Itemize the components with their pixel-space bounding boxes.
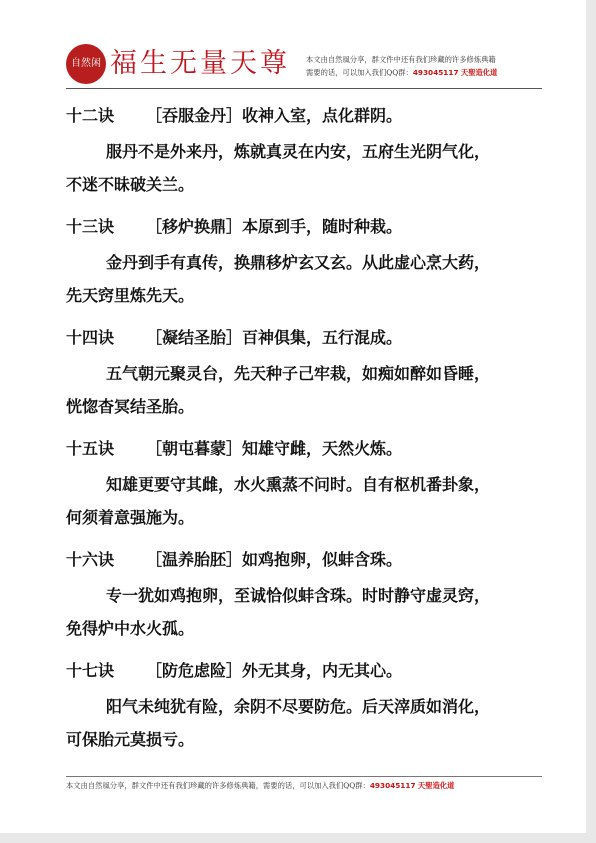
header-note-qq (306, 67, 546, 79)
section-title: ［吞服金丹］收神入室，点化群阴。 (146, 106, 403, 125)
section-heading (66, 105, 542, 127)
section-title: ［凝结圣胎］百神俱集，五行混成。 (146, 328, 403, 347)
poem-line: 阳气未纯犹有险，余阴不尽要防危。后天滓质如消化， (106, 697, 491, 716)
footer-text: 本文由自然風分享，群文件中还有我们珍藏的许多修炼典籍，需要的话，可以加入我们QQ群： (66, 781, 370, 790)
page-header (66, 36, 542, 86)
section-title: ［移炉换鼎］本原到手，随时种栽。 (146, 217, 403, 236)
poem-line: 先天窍里炼先天。 (66, 286, 195, 305)
poem-line: 专一犹如鸡抱卵，至诚恰似蚌含珠。时时静守虚灵窍， (106, 586, 491, 605)
page-edge-shadow (586, 0, 596, 843)
section-title: ［温养胎胚］如鸡抱卵，似蚌含珠。 (146, 550, 403, 569)
page-edge-shadow (0, 833, 596, 843)
section-heading (66, 327, 542, 349)
poem-line: 何须着意强施为。 (66, 508, 195, 527)
section-title: ［朝屯暮蒙］知雄守雌，天然火炼。 (146, 439, 403, 458)
group-name: 天聖造化道 (417, 781, 455, 790)
poem-line: 知雄更要守其雌，水火熏蒸不问时。自有枢机番卦象， (106, 475, 491, 494)
section-number: 十六诀 (66, 550, 115, 569)
poem-line: 服丹不是外来丹，炼就真灵在内安，五府生光阴气化， (106, 142, 491, 161)
group-name: 天聖造化道 (460, 68, 498, 77)
header-note: 本文由自然風分享，群文件中还有我们珍藏的许多修炼典籍 (306, 55, 496, 64)
seal-logo-icon: 自然闲 (66, 44, 106, 84)
poem-line: 免得炉中水火孤。 (66, 619, 195, 638)
page-footer (66, 780, 542, 792)
section-number: 十五诀 (66, 439, 115, 458)
header-divider (66, 88, 542, 89)
qq-number: 493045117 (412, 68, 459, 77)
poem-line: 五气朝元聚灵台，先天种子己牢栽，如痴如醉如昏睡， (106, 364, 491, 383)
section-title: ［防危虑险］外无其身，内无其心。 (146, 661, 403, 680)
section-heading (66, 549, 542, 571)
section-number: 十二诀 (66, 106, 115, 125)
brand-title: 福生无量天尊 (110, 48, 290, 79)
footer-divider (66, 776, 542, 777)
section-heading (66, 660, 542, 682)
section-heading (66, 438, 542, 460)
section-number: 十七诀 (66, 661, 115, 680)
poem-line: 可保胎元莫损亏。 (66, 730, 195, 749)
poem-line: 金丹到手有真传，换鼎移炉玄又玄。从此虚心烹大药， (106, 253, 491, 272)
poem-line: 恍惚杳冥结圣胎。 (66, 397, 195, 416)
section-number: 十四诀 (66, 328, 115, 347)
poem-line: 不迷不昧破关兰。 (66, 175, 195, 194)
qq-number: 493045117 (369, 781, 416, 790)
section-heading (66, 216, 542, 238)
section-number: 十三诀 (66, 217, 115, 236)
header-note-prefix: 需要的话，可以加入我们QQ群： (306, 68, 413, 77)
